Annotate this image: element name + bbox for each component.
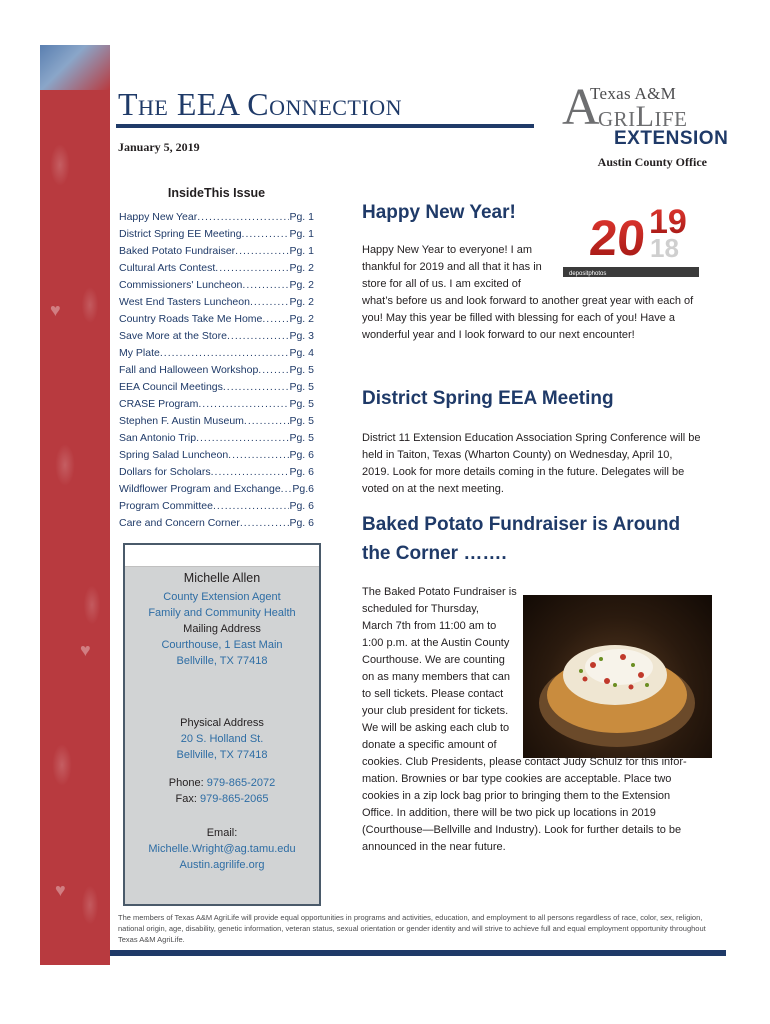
article-line: Happy New Year to everyone! I am	[362, 244, 532, 256]
toc-item	[119, 515, 314, 532]
article-line: held in Taiton, Texas (Wharton County) on Wednesday, April 10,	[362, 449, 673, 461]
article-line: what’s before us and look forward to another great year with each of	[362, 295, 694, 307]
article-line: We will be asking each club to	[362, 722, 510, 734]
toc-item-label: Country Roads Take Me Home	[119, 313, 263, 325]
toc-item-page: Pg. 6	[289, 517, 314, 529]
toc-item-page: Pg. 6	[289, 449, 314, 461]
table-of-contents	[119, 186, 314, 532]
physical-address-label: Physical Address	[180, 717, 264, 729]
year-2019-image	[563, 189, 699, 277]
article-line: 1:00 p.m. at the Austin County	[362, 637, 510, 649]
toc-item-leader	[223, 379, 290, 396]
article-district-body	[362, 430, 701, 498]
toc-item-leader	[240, 515, 290, 532]
toc-item-page: Pg. 5	[289, 364, 314, 376]
mailing-address-line1: Courthouse, 1 East Main	[161, 639, 283, 651]
toc-item-label: Commissioners' Luncheon	[119, 279, 243, 291]
phone-label: Phone:	[168, 777, 207, 789]
toc-item-page: Pg. 1	[289, 228, 314, 240]
article-line: cookies. Club Presidents, please contact Judy Schulz for this infor-	[362, 756, 687, 768]
agent-role: County Extension Agent	[163, 591, 281, 603]
toc-item-label: Cultural Arts Contest	[119, 262, 216, 274]
physical-address-line1: 20 S. Holland St.	[180, 733, 264, 745]
decorative-sidebar-top	[40, 45, 110, 90]
toc-item-page: Pg. 1	[289, 245, 314, 257]
logo-line1: Texas A&M	[590, 84, 677, 103]
toc-item	[119, 328, 314, 345]
toc-item	[119, 345, 314, 362]
toc-item-label: Happy New Year	[119, 211, 198, 223]
article-line: cookies in a zip lock bag prior to bringing them to the Extension	[362, 790, 671, 802]
toc-item-page: Pg. 4	[289, 347, 314, 359]
agrilife-logo	[562, 79, 729, 152]
heading-potato-line2: the Corner …….	[362, 543, 507, 564]
toc-item	[119, 447, 314, 464]
article-line: donate a specific amount of	[362, 739, 497, 751]
fax-line	[125, 791, 319, 807]
toc-item-leader	[160, 345, 290, 362]
toc-item	[119, 260, 314, 277]
toc-item-label: CRASE Program	[119, 398, 199, 410]
toc-item-page: Pg. 1	[289, 211, 314, 223]
article-line: scheduled for Thursday,	[362, 603, 479, 615]
mailing-address-label: Mailing Address	[183, 623, 261, 635]
footer-disclaimer: The members of Texas A&M AgriLife will provide equal opportunities in programs and activities, education, and employment to all persons regardless of race, color, sex, religion, national origin, age, disability, genetic information, veteran status, sexual orientation or gender identity and will strive to achieve full and equal employment opportunity throughout Texas A&M AgriLife.	[118, 913, 706, 944]
toc-item	[119, 396, 314, 413]
year-2019-graphic	[563, 189, 699, 277]
toc-item	[119, 430, 314, 447]
agent-name: Michelle Allen	[183, 571, 261, 585]
article-line: you! May this year be filled with blessing for each of you! Have a	[362, 312, 676, 324]
contact-box-header	[125, 545, 319, 567]
title-divider	[116, 124, 534, 128]
heading-potato-line1: Baked Potato Fundraiser is Around	[362, 514, 681, 535]
toc-item-label: EEA Council Meetings	[119, 381, 223, 393]
fax-label: Fax:	[175, 793, 200, 805]
article-line: (Courthouse—Bellville and Industry). Look for further details to be	[362, 824, 682, 836]
toc-item-leader	[262, 311, 289, 328]
toc-item-page: Pg. 2	[289, 262, 314, 274]
toc-item-leader	[250, 294, 290, 311]
toc-item	[119, 379, 314, 396]
toc-item-label: Spring Salad Luncheon	[119, 449, 229, 461]
toc-item-leader	[197, 209, 289, 226]
toc-item-label: Dollars for Scholars	[119, 466, 211, 478]
toc-item-leader	[228, 447, 289, 464]
toc-item-page: Pg.6	[292, 483, 314, 495]
image-credit: depositphotos	[569, 271, 607, 277]
mailing-address-line2: Bellville, TX 77418	[176, 655, 268, 667]
toc-item-leader	[211, 464, 290, 481]
toc-item	[119, 311, 314, 328]
article-line: March 7th from 11:00 am to	[362, 620, 497, 632]
toc-item	[119, 209, 314, 226]
toc-item-page: Pg. 2	[289, 279, 314, 291]
article-line: thankful for 2019 and all that it has in	[362, 261, 542, 273]
toc-item	[119, 294, 314, 311]
logo-letter: A	[562, 79, 600, 136]
toc-item-leader	[235, 243, 289, 260]
heading-district-meeting: District Spring EEA Meeting	[362, 388, 614, 409]
toc-item	[119, 362, 314, 379]
heart-icon: ♥	[55, 880, 66, 900]
article-line: voted on at the next meeting.	[362, 483, 504, 495]
toc-item-page: Pg. 2	[289, 296, 314, 308]
toc-item	[119, 498, 314, 515]
toc-item-leader	[242, 277, 289, 294]
toc-item-page: Pg. 3	[289, 330, 314, 342]
heart-icon: ♥	[80, 640, 91, 660]
article-line: wonderful year and I look forward to our next encounter!	[362, 329, 635, 341]
toc-item-page: Pg. 5	[289, 381, 314, 393]
toc-item-label: Fall and Halloween Workshop	[119, 364, 259, 376]
toc-item-leader	[215, 260, 289, 277]
article-line: store for all of us. I am excited of	[362, 278, 521, 290]
logo-line3: EXTENSION	[614, 128, 729, 149]
issue-date: January 5, 2019	[118, 140, 200, 154]
physical-address-line2: Bellville, TX 77418	[176, 749, 268, 761]
decorative-red-sidebar	[40, 45, 110, 965]
toc-item-leader	[281, 481, 293, 498]
article-line: mation. Brownies or bar type cookies are acceptable. Place two	[362, 773, 672, 785]
article-line: The Baked Potato Fundraiser is	[362, 586, 517, 598]
article-line: 2019. Look for more details coming in the future. Delegates will be	[362, 466, 685, 478]
article-line: Courthouse. We are counting	[362, 654, 505, 666]
phone-line	[125, 775, 319, 791]
office-name: Austin County Office	[597, 155, 707, 169]
article-line: announced in the near future.	[362, 841, 506, 853]
toc-item-leader	[213, 498, 290, 515]
toc-item-leader	[258, 362, 289, 379]
toc-item-page: Pg. 2	[289, 313, 314, 325]
heart-icon: ♥	[50, 300, 61, 320]
toc-title: InsideThis Issue	[167, 186, 266, 200]
year-2018-shadow-digits: 18	[650, 233, 679, 263]
article-line: Office. In addition, there will be two pick up locations in 2019	[362, 807, 656, 819]
newsletter-title: The EEA Connection	[118, 86, 402, 122]
logo-line2: griLife	[598, 100, 688, 133]
toc-item	[119, 481, 314, 498]
toc-item-page: Pg. 5	[289, 398, 314, 410]
toc-item-page: Pg. 5	[289, 415, 314, 427]
fax-number: 979-865-2065	[199, 793, 269, 805]
toc-item-leader	[242, 226, 290, 243]
article-potato-body	[362, 584, 687, 856]
phone-number[interactable]: 979-865-2072	[206, 777, 276, 789]
article-line: on as many members that can	[362, 671, 510, 683]
toc-item-leader	[196, 430, 289, 447]
toc-item-leader	[244, 413, 290, 430]
toc-item	[119, 464, 314, 481]
toc-item-label: Care and Concern Corner	[119, 517, 240, 529]
article-line: District 11 Extension Education Association Spring Conference will be	[362, 432, 701, 444]
toc-item-page: Pg. 6	[289, 466, 314, 478]
article-line: your club president for tickets.	[362, 705, 509, 717]
toc-item	[119, 226, 314, 243]
toc-item-label: Stephen F. Austin Museum	[119, 415, 244, 427]
toc-item-leader	[227, 328, 289, 345]
toc-item-label: Program Committee	[119, 500, 213, 512]
contact-box	[123, 543, 321, 906]
toc-item	[119, 413, 314, 430]
year-2019-text-19: 19	[649, 203, 687, 241]
email-label: Email:	[206, 827, 238, 839]
toc-item-label: District Spring EE Meeting	[119, 228, 242, 240]
toc-item-page: Pg. 5	[289, 432, 314, 444]
agent-department: Family and Community Health	[148, 607, 296, 619]
article-line: to sell tickets. Please contact	[362, 688, 504, 700]
toc-item-label: Baked Potato Fundraiser	[119, 245, 236, 257]
toc-item-label: Save More at the Store	[119, 330, 227, 342]
toc-item-leader	[198, 396, 289, 413]
toc-item-label: Wildflower Program and Exchange	[119, 483, 281, 495]
toc-item-page: Pg. 6	[289, 500, 314, 512]
website-link[interactable]: Austin.agrilife.org	[179, 859, 265, 871]
toc-list	[119, 209, 314, 532]
footer-divider	[110, 950, 726, 956]
heading-happy-new-year: Happy New Year!	[362, 202, 516, 223]
toc-item-label: West End Tasters Luncheon	[119, 296, 250, 308]
toc-item-label: San Antonio Trip	[119, 432, 197, 444]
toc-item	[119, 277, 314, 294]
toc-item-label: My Plate	[119, 347, 160, 359]
toc-item	[119, 243, 314, 260]
year-2019-text-20: 20	[587, 210, 648, 266]
email-link[interactable]: Michelle.Wright@ag.tamu.edu	[148, 843, 296, 855]
